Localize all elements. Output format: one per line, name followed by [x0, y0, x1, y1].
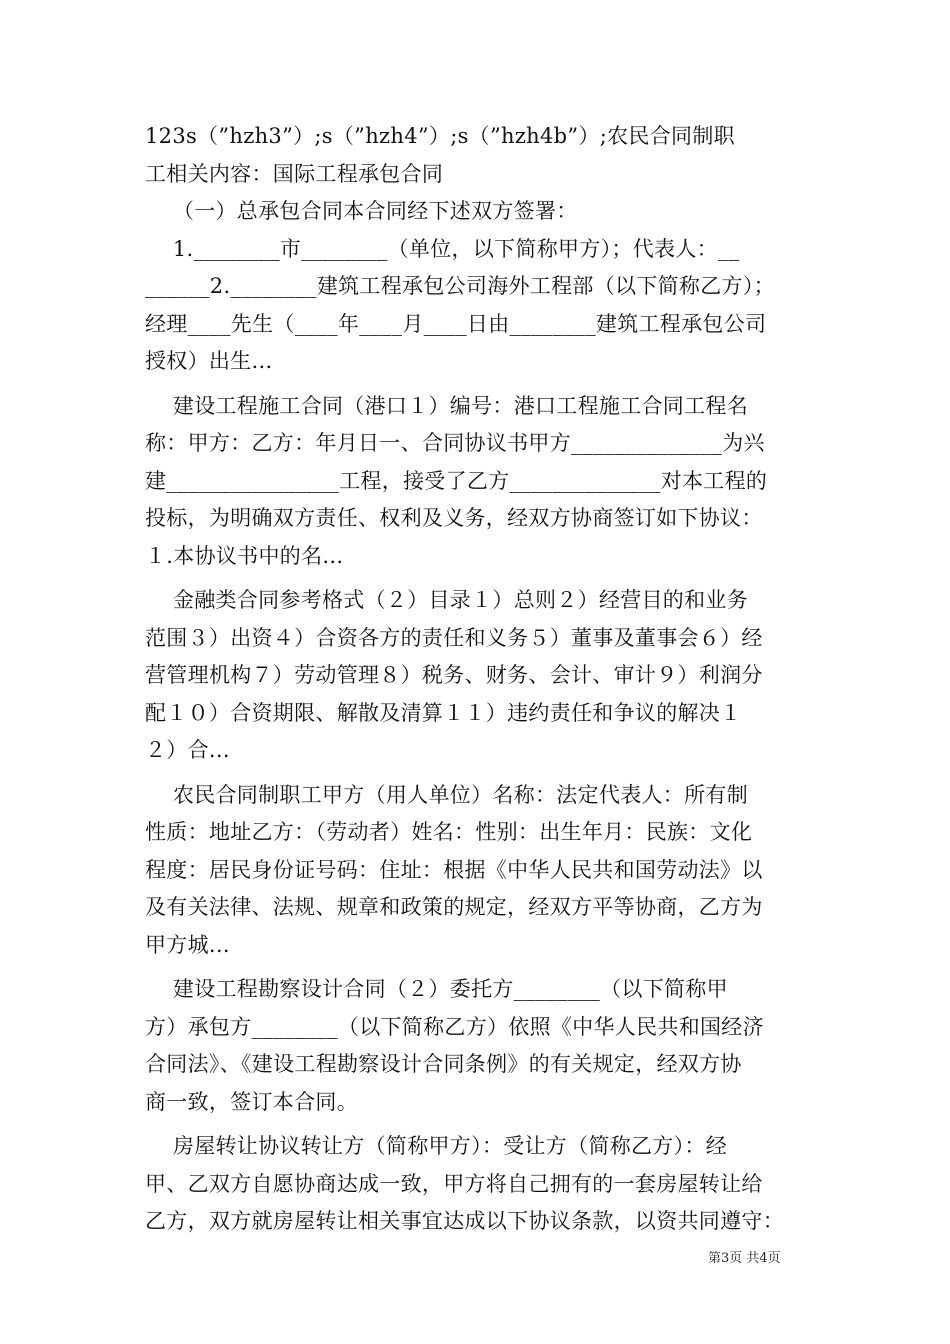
text-line: 甲方城... — [145, 932, 230, 957]
document-body — [145, 118, 817, 1241]
text-line: 房屋转让协议转让方（简称甲方）：受让方（简称乙方）：经 — [145, 1134, 727, 1158]
page-number: 第3页 共4页 — [708, 1251, 781, 1266]
text-line: （一）总承包合同本合同经下述双方签署： — [145, 199, 578, 223]
text-line: 称：甲方：乙方：年月日一、合同协议书甲方______________为兴 — [145, 431, 765, 455]
text-line: ２）合... — [145, 738, 230, 762]
text-line: １.本协议书中的名... — [145, 543, 344, 568]
paragraph — [145, 971, 817, 1121]
paragraph — [145, 1128, 817, 1241]
text-line: 乙方，双方就房屋转让相关事宜达成以下协议条款，以资共同遵守： — [145, 1209, 784, 1233]
text-line: 投标，为明确双方责任、权利及义务，经双方协商签订如下协议： — [145, 506, 763, 530]
text-line: 合同法》、《建设工程勘察设计合同条例》的有关规定，经双方协 — [145, 1052, 742, 1076]
paragraph — [145, 777, 817, 965]
paragraph — [145, 388, 817, 576]
text-line: 范围３）出资４）合资各方的责任和义务５）董事及董事会６）经 — [145, 625, 763, 650]
paragraph — [145, 231, 817, 381]
text-line: 授权）出生... — [145, 349, 273, 373]
text-line: 及有关法律、法规、规章和政策的规定，经双方平等协商，乙方为 — [145, 895, 763, 919]
paragraph — [145, 582, 817, 770]
text-line: 程度：居民身份证号码：住址：根据《中华人民共和国劳动法》以 — [145, 857, 763, 882]
text-line: ______2.________建筑工程承包公司海外工程部（以下简称乙方）； — [145, 274, 775, 298]
text-line: 性质：地址乙方：（劳动者）姓名：性别：出生年月：民族：文化 — [145, 820, 753, 844]
paragraph — [145, 193, 817, 231]
text-line: 方）承包方________（以下简称乙方）依照《中华人民共和国经济 — [145, 1014, 764, 1039]
text-line: 金融类合同参考格式（２）目录１）总则２）经营目的和业务 — [145, 588, 748, 612]
text-line: 农民合同制职工甲方（用人单位）名称：法定代表人：所有制 — [145, 782, 748, 807]
text-line: 甲、乙双方自愿协商达成一致，甲方将自己拥有的一套房屋转让给 — [145, 1171, 763, 1196]
text-line: 1.________市________（单位，以下简称甲方）；代表人：__ — [145, 236, 740, 261]
text-line: 建________________工程，接受了乙方______________对本工程的 — [145, 468, 768, 493]
text-line: 经理____先生（____年____月____日由________建筑工程承包公司 — [145, 311, 767, 336]
text-line: 建设工程施工合同（港口１）编号：港口工程施工合同工程名 — [145, 393, 748, 418]
text-line: 商一致，签订本合同。 — [145, 1089, 358, 1114]
text-line: 建设工程勘察设计合同（２）委托方________（以下简称甲 — [145, 977, 728, 1001]
text-line: 配１０）合资期限、解散及清算１１）违约责任和争议的解决１ — [145, 700, 742, 725]
text-line: 123s（”hzh3”）;s（”hzh4”）;s（”hzh4b”）;农民合同制职 — [145, 124, 735, 148]
paragraph — [145, 118, 817, 193]
text-line: 工相关内容：国际工程承包合同 — [145, 161, 444, 186]
text-line: 营管理机构７）劳动管理８）税务、财务、会计、审计９）利润分 — [145, 663, 763, 687]
